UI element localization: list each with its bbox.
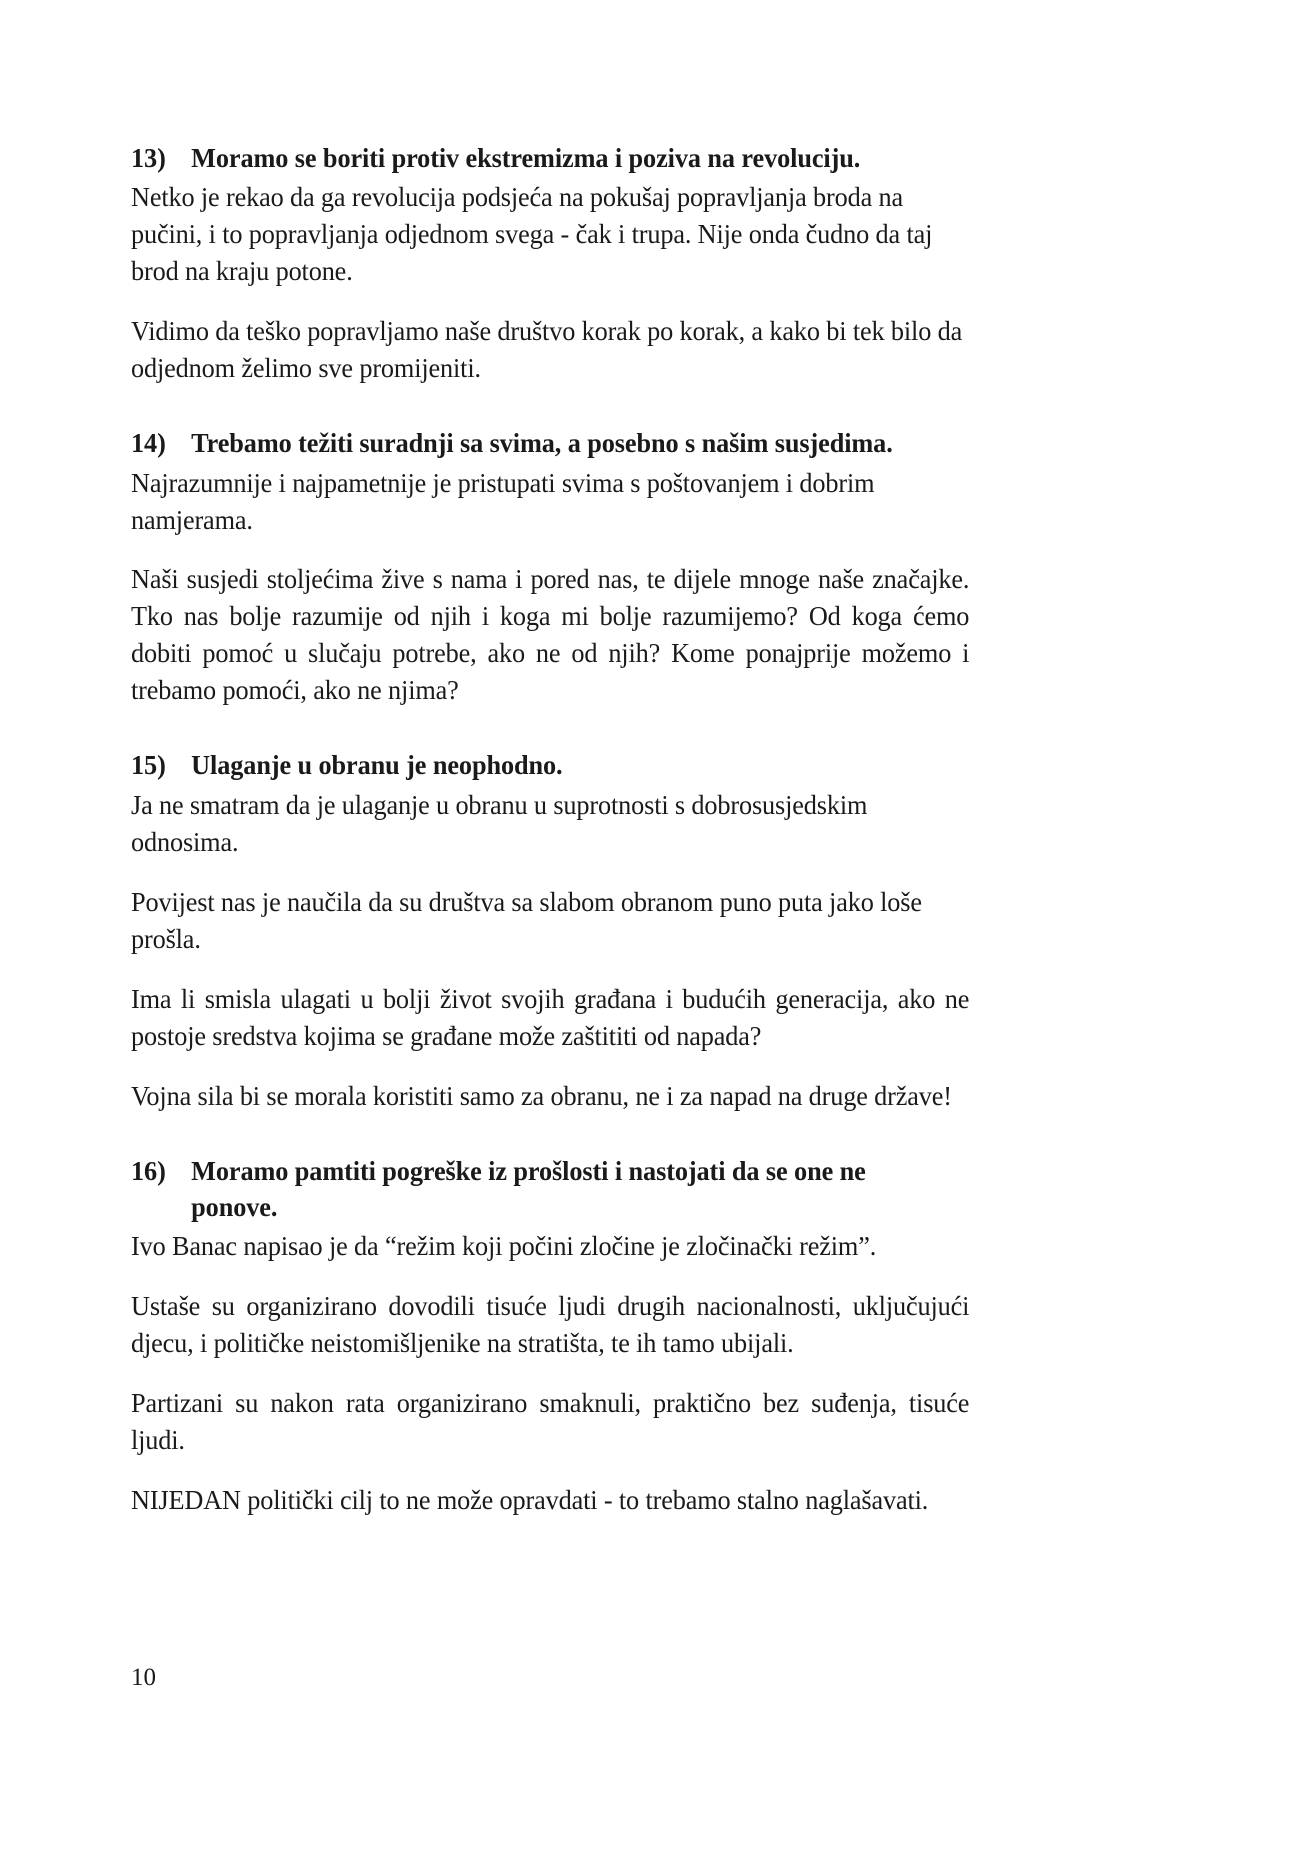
- paragraph-16-3: Partizani su nakon rata organizirano smaknuli, praktično bez suđenja, tisuće ljudi.: [131, 1387, 970, 1456]
- paragraph-13-1: Netko je rekao da ga revolucija podsjeća na pokušaj popravljanja broda na pučini, i to popravljanja odjednom svega - čak i trupa. Nije onda čudno da taj brod na kraju potone.: [131, 181, 933, 287]
- section-heading-14: [131, 425, 933, 461]
- page-number: 10: [131, 1664, 156, 1691]
- paragraph-14-2: Naši susjedi stoljećima žive s nama i pored nas, te dijele mnoge naše značajke. Tko nas bolje razumije od njih i koga mi bolje razumijemo? Od koga ćemo dobiti pomoć u slučaju potrebe, ako ne od njih? Kome ponajprije možemo i trebamo pomoći, ako ne njima?: [131, 563, 970, 706]
- section-block-15: [131, 747, 971, 1114]
- paragraph-16-2: Ustaše su organizirano dovodili tisuće ljudi drugih nacionalnosti, uključujući djecu, i političke neistomišljenike na stratišta, te ih tamo ubijali.: [131, 1290, 970, 1359]
- section-block-13: [131, 140, 971, 387]
- paragraph-15-3: Ima li smisla ulagati u bolji život svojih građana i budućih generacija, ako ne postoje sredstva kojima se građane može zaštititi od napada?: [131, 982, 970, 1051]
- section-block-16: [131, 1153, 971, 1520]
- page-content: [131, 140, 971, 1519]
- section-number-16: 16): [131, 1154, 166, 1186]
- section-heading-15: [131, 747, 933, 783]
- paragraph-15-4: Vojna sila bi se morala koristiti samo za obranu, ne i za napad na druge države!: [131, 1079, 952, 1111]
- section-number-14: 14): [131, 427, 166, 459]
- section-heading-16: [131, 1153, 933, 1226]
- section-title-16: Moramo pamtiti pogreške iz prošlosti i nastojati da se one ne ponove.: [191, 1154, 866, 1222]
- paragraph-14-1: Najrazumnije i najpametnije je pristupati svima s poštovanjem i dobrim namjerama.: [131, 466, 875, 535]
- section-title-13: Moramo se boriti protiv ekstremizma i poziva na revoluciju.: [191, 142, 861, 173]
- section-heading-13: [131, 140, 933, 176]
- paragraph-15-1: Ja ne smatram da je ulaganje u obranu u suprotnosti s dobrosusjedskim odnosima.: [131, 788, 868, 857]
- paragraph-13-2: Vidimo da teško popravljamo naše društvo korak po korak, a kako bi tek bilo da odjednom želimo sve promijeniti.: [131, 315, 963, 384]
- paragraph-16-4: NIJEDAN politički cilj to ne može opravdati - to trebamo stalno naglašavati.: [131, 1484, 929, 1516]
- section-title-15: Ulaganje u obranu je neophodno.: [191, 749, 563, 781]
- section-block-14: [131, 425, 971, 709]
- section-number-13: 13): [131, 142, 166, 173]
- section-title-14: Trebamo težiti suradnji sa svima, a posebno s našim susjedima.: [191, 427, 893, 459]
- section-number-15: 15): [131, 749, 166, 781]
- paragraph-16-1: Ivo Banac napisao je da “režim koji počini zločine je zločinački režim”.: [131, 1230, 877, 1262]
- paragraph-15-2: Povijest nas je naučila da su društva sa slabom obranom puno puta jako loše prošla.: [131, 885, 922, 954]
